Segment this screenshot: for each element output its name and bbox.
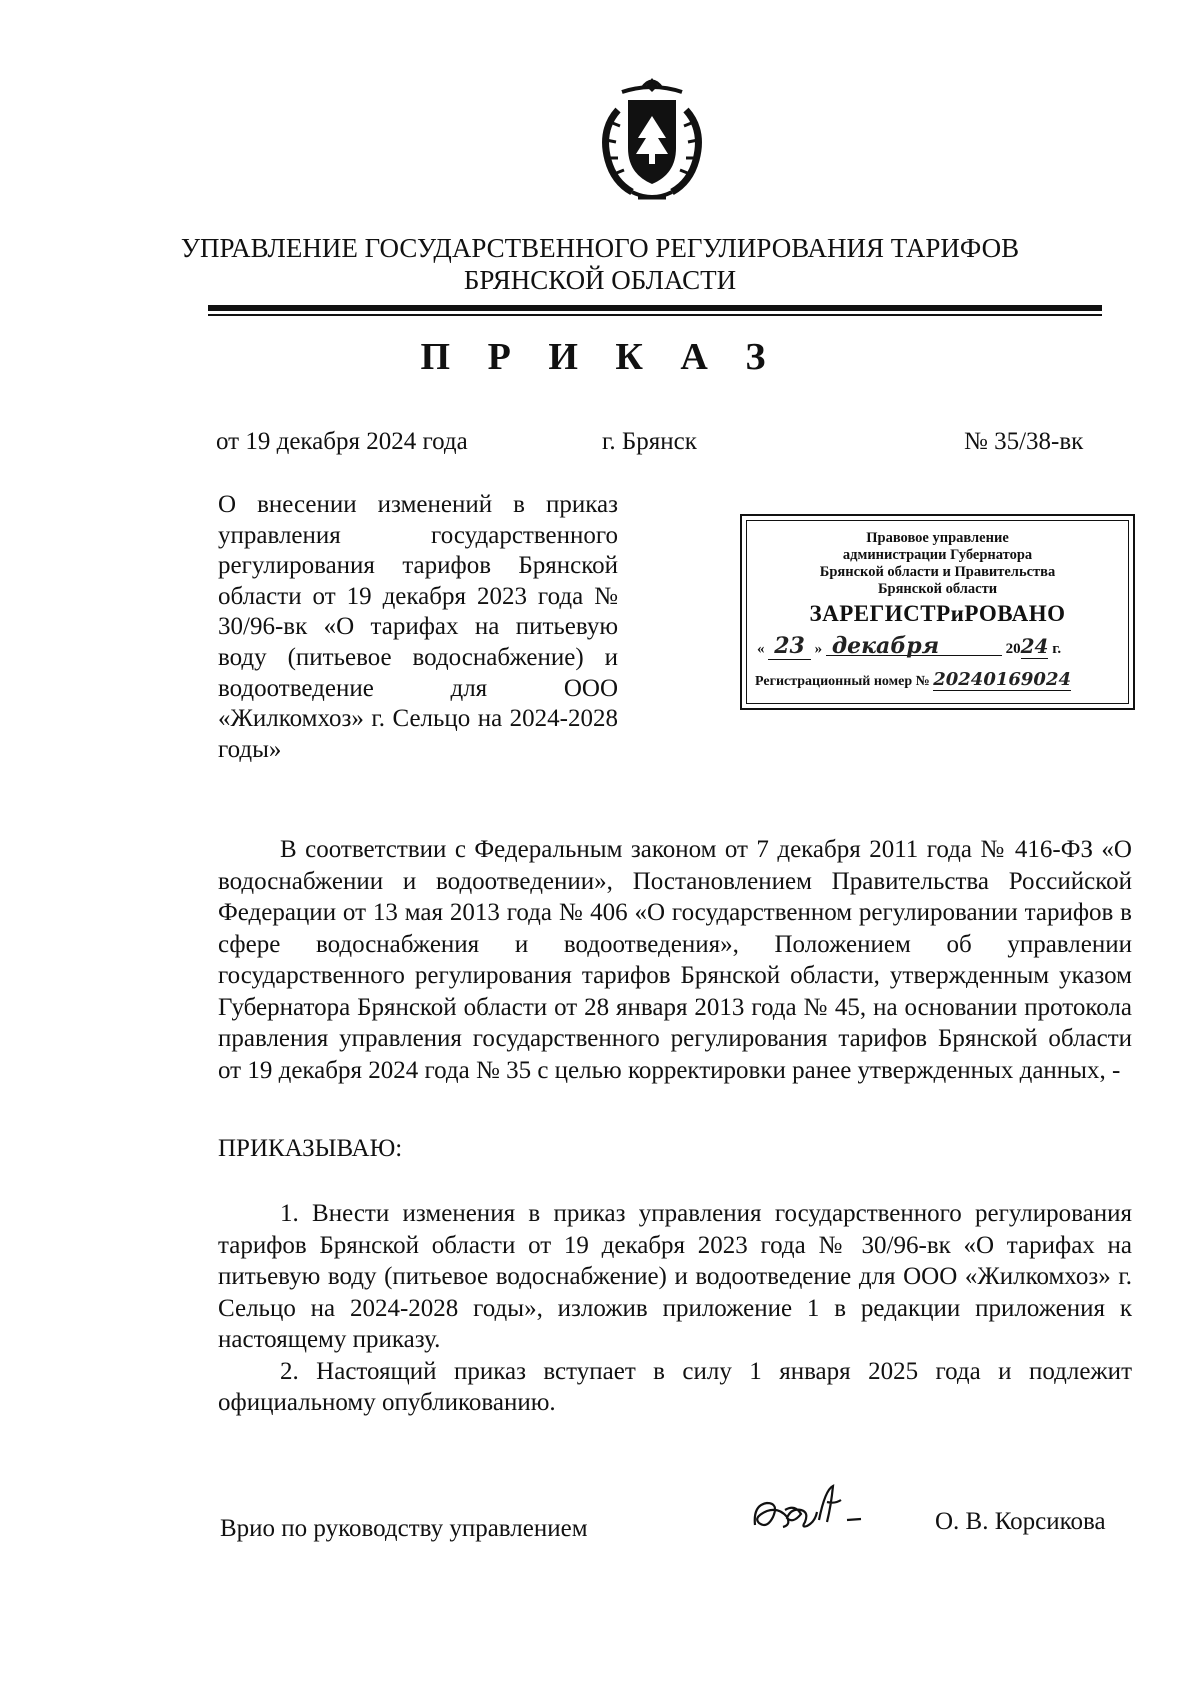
stamp-month: декабря bbox=[826, 637, 1002, 656]
stamp-frame bbox=[746, 520, 1129, 704]
preamble-block bbox=[218, 834, 1132, 1086]
signatory-name: О. В. Корсикова bbox=[935, 1508, 1106, 1535]
stamp-line-4: Брянской области bbox=[877, 581, 998, 597]
organization-name-line2: БРЯНСКОЙ ОБЛАСТИ bbox=[463, 265, 737, 295]
document-number: № 35/38-вк bbox=[964, 428, 1084, 455]
order-items bbox=[218, 1198, 1132, 1419]
stamp-reg-row bbox=[755, 671, 1136, 691]
organization-name-line1: УПРАВЛЕНИЕ ГОСУДАРСТВЕННОГО РЕГУЛИРОВАНИЯ ТАРИФОВ bbox=[180, 233, 1020, 263]
document-date: от 19 декабря 2024 года bbox=[216, 428, 468, 455]
stamp-line-1: Правовое управление bbox=[866, 530, 1009, 546]
coat-of-arms-emblem bbox=[588, 70, 716, 210]
stamp-reg-number: 20240169024 bbox=[933, 669, 1072, 690]
header-divider-thick bbox=[208, 305, 1102, 311]
stamp-year-suffix: 24 bbox=[1020, 634, 1049, 658]
subject-text: О внесении изменений в приказ управления государственного регулирования тарифов Брянской области от 19 декабря 2023 года № 30/96-вк «О тарифах на питьевую воду (питьевое водоснабжение) и водоотведение для ООО «Жилкомхоз» г. Сельцо на 2024-2028 годы» bbox=[218, 491, 618, 763]
stamp-day: 23 bbox=[768, 633, 811, 660]
stamp-line-3: Брянской области и Правительства bbox=[819, 564, 1056, 580]
registration-stamp bbox=[740, 514, 1135, 710]
stamp-reg-label: Регистрационный номер № bbox=[755, 674, 930, 689]
order-verb: ПРИКАЗЫВАЮ: bbox=[218, 1135, 403, 1162]
stamp-date-row: « 23 » декабря 2024 г. bbox=[757, 633, 1062, 659]
stamp-registered-label bbox=[747, 601, 1128, 626]
document-city: г. Брянск bbox=[602, 428, 697, 455]
stamp-line-2: администрации Губернатора bbox=[842, 547, 1033, 563]
stamp-year-prefix: 20 bbox=[1005, 641, 1021, 657]
preamble-text: В соответствии с Федеральным законом от 7 декабря 2011 года № 416-ФЗ «О водоснабжении и водоотведении», Постановлением Правительства Российской Федерации от 13 мая 2013 года № 406 «О государственном регулировании тарифов в сфере водоснабжения и водоотведения», Положением об управлении государственного регулирования тарифов Брянской области, утвержденным указом Губернатора Брянской области от 28 января 2013 года № 45, на основании протокола правления управления государственного регулирования тарифов Брянской области от 19 декабря 2024 года № 35 с целью корректировки ранее утвержденных данных, - bbox=[218, 836, 1132, 1084]
document-subject bbox=[218, 490, 618, 765]
stamp-registered-text: ЗАРЕГИСТРиРОВАНО bbox=[809, 601, 1066, 626]
order-item-1: 1. Внести изменения в приказ управления государственного регулирования тарифов Брянской области от 19 декабря 2023 года № 30/96-вк «О тарифах на питьевую воду (питьевое водоснабжение) и водоотведение для ООО «Жилкомхоз» г. Сельцо на 2024-2028 годы», изложив приложение 1 в редакции приложения к настоящему приказу. bbox=[218, 1200, 1132, 1353]
handwritten-signature bbox=[745, 1480, 885, 1550]
header-divider-thin bbox=[208, 314, 1102, 316]
stamp-year-end: г. bbox=[1052, 641, 1062, 657]
document-type-title: П Р И К А З bbox=[420, 336, 780, 378]
signatory-position: Врио по руководству управлением bbox=[220, 1515, 588, 1542]
order-item-2: 2. Настоящий приказ вступает в силу 1 января 2025 года и подлежит официальному опубликованию. bbox=[218, 1357, 1132, 1416]
